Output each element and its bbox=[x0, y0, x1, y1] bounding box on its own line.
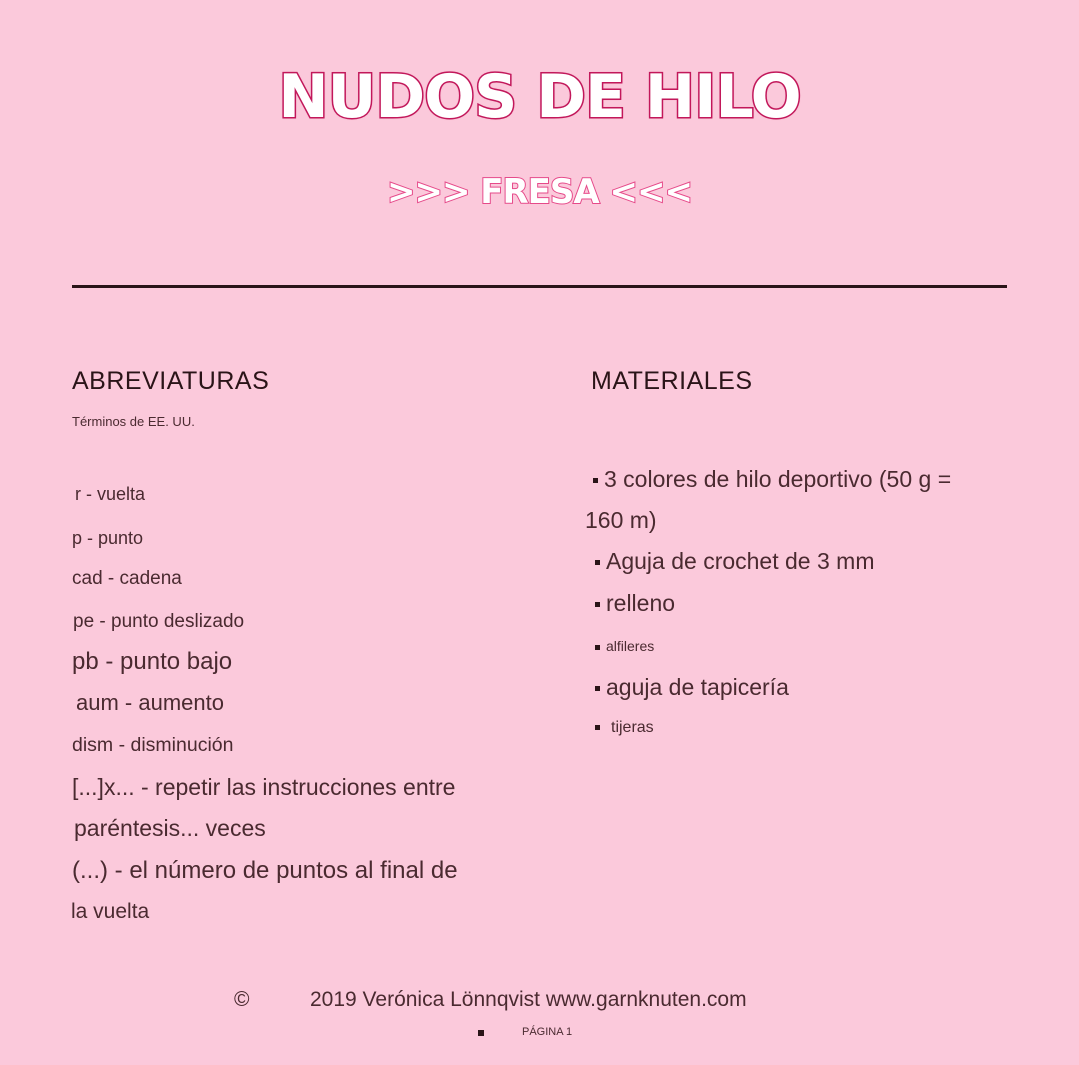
material-item: Aguja de crochet de 3 mm bbox=[595, 548, 874, 575]
abbreviations-note: Términos de EE. UU. bbox=[72, 414, 195, 429]
material-item: 3 colores de hilo deportivo (50 g = bbox=[593, 466, 951, 493]
page-title: NUDOS DE HILO bbox=[278, 62, 801, 132]
bullet-icon bbox=[595, 686, 600, 691]
abbreviation-item: pb - punto bajo bbox=[72, 648, 233, 675]
material-item: relleno bbox=[595, 590, 675, 617]
bullet-icon bbox=[595, 602, 600, 607]
bullet-icon bbox=[593, 478, 598, 483]
abbreviation-item: dism - disminución bbox=[72, 734, 234, 756]
material-item: alfileres bbox=[595, 638, 654, 654]
bullet-icon bbox=[595, 645, 600, 650]
abbreviation-item: [...]x... - repetir las instrucciones entre bbox=[72, 774, 456, 800]
copyright-text: 2019 Verónica Lönnqvist www.garnknuten.com bbox=[310, 988, 747, 1011]
bullet-icon bbox=[595, 560, 600, 565]
abbreviation-item: aum - aumento bbox=[76, 690, 224, 715]
copyright-symbol: © bbox=[234, 988, 250, 1011]
abbreviation-item: pe - punto deslizado bbox=[73, 611, 245, 632]
page-bullet-icon bbox=[478, 1030, 484, 1036]
abbreviation-item: p - punto bbox=[72, 528, 144, 548]
material-item: 160 m) bbox=[585, 507, 657, 533]
bullet-icon bbox=[595, 725, 600, 730]
page-number: PÁGINA 1 bbox=[522, 1026, 573, 1038]
material-item: aguja de tapicería bbox=[595, 674, 789, 701]
material-item: tijeras bbox=[595, 719, 654, 737]
page-subtitle: >>> FRESA <<< bbox=[386, 172, 693, 212]
abbreviation-item: la vuelta bbox=[71, 900, 150, 923]
abbreviation-item: paréntesis... veces bbox=[74, 815, 266, 841]
abbreviation-item: r - vuelta bbox=[75, 484, 146, 504]
abbreviation-item: (...) - el número de puntos al final de bbox=[72, 857, 458, 884]
abbreviation-item: cad - cadena bbox=[72, 568, 182, 589]
divider bbox=[72, 285, 1007, 288]
abbreviations-heading: ABREVIATURAS bbox=[72, 367, 270, 395]
materials-heading: MATERIALES bbox=[591, 367, 753, 395]
